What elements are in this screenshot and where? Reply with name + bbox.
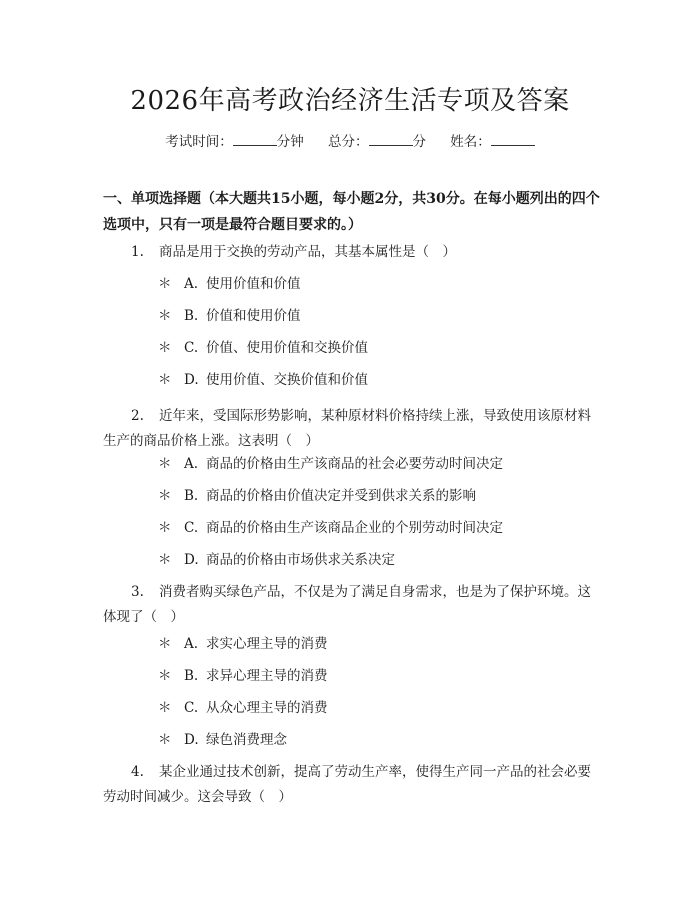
option-letter: A. bbox=[184, 456, 199, 472]
option-text: 商品的价格由生产该商品的社会必要劳动时间决定 bbox=[206, 456, 503, 472]
bullet-icon: ＊ bbox=[158, 276, 172, 292]
exam-meta bbox=[0, 130, 700, 150]
bullet-icon: ＊ bbox=[158, 308, 172, 324]
name-label: 姓名： bbox=[450, 134, 491, 150]
option-text: 使用价值、交换价值和价值 bbox=[206, 372, 368, 388]
score-field bbox=[328, 134, 430, 150]
question-4 bbox=[103, 760, 603, 810]
question-text: 消费者购买绿色产品，不仅是为了满足自身需求，也是为了保护环境。这体现了（ ） bbox=[103, 584, 591, 625]
option-text: 从众心理主导的消费 bbox=[206, 700, 328, 716]
question-number: 4. bbox=[131, 764, 144, 780]
question-1 bbox=[103, 240, 603, 265]
option-1b[interactable] bbox=[158, 306, 301, 326]
bullet-icon: ＊ bbox=[158, 456, 172, 472]
option-letter: B. bbox=[184, 308, 199, 324]
option-2b[interactable] bbox=[158, 486, 476, 506]
option-letter: B. bbox=[184, 488, 199, 504]
bullet-icon: ＊ bbox=[158, 372, 172, 388]
option-1d[interactable] bbox=[158, 370, 368, 390]
bullet-icon: ＊ bbox=[158, 520, 172, 536]
name-blank[interactable] bbox=[491, 133, 535, 146]
option-letter: A. bbox=[184, 276, 199, 292]
option-text: 使用价值和价值 bbox=[206, 276, 301, 292]
time-unit: 分钟 bbox=[276, 134, 304, 150]
option-letter: D. bbox=[184, 372, 199, 388]
option-3a[interactable] bbox=[158, 634, 328, 654]
question-number: 2. bbox=[131, 408, 144, 424]
bullet-icon: ＊ bbox=[158, 552, 172, 568]
option-3d[interactable] bbox=[158, 730, 287, 750]
section-heading: 一、单项选择题（本大题共15小题，每小题2分，共30分。在每小题列出的四个选项中，只有一项是最符合题目要求的。） bbox=[103, 191, 600, 233]
option-text: 绿色消费理念 bbox=[206, 732, 287, 748]
score-label: 总分： bbox=[328, 134, 369, 150]
option-text: 求实心理主导的消费 bbox=[206, 636, 328, 652]
question-number: 1. bbox=[131, 244, 144, 260]
option-text: 求异心理主导的消费 bbox=[206, 668, 328, 684]
question-2 bbox=[103, 404, 603, 454]
time-field bbox=[165, 134, 308, 150]
option-letter: D. bbox=[184, 732, 199, 748]
bullet-icon: ＊ bbox=[158, 340, 172, 356]
bullet-icon: ＊ bbox=[158, 700, 172, 716]
score-unit: 分 bbox=[412, 134, 426, 150]
option-1c[interactable] bbox=[158, 338, 368, 358]
bullet-icon: ＊ bbox=[158, 488, 172, 504]
option-letter: A. bbox=[184, 636, 199, 652]
time-blank[interactable] bbox=[233, 133, 277, 146]
option-3c[interactable] bbox=[158, 698, 328, 718]
option-letter: C. bbox=[184, 340, 199, 356]
option-1a[interactable] bbox=[158, 274, 301, 294]
option-2c[interactable] bbox=[158, 518, 503, 538]
time-label: 考试时间： bbox=[165, 134, 233, 150]
question-3 bbox=[103, 580, 603, 630]
option-text: 价值和使用价值 bbox=[206, 308, 301, 324]
option-text: 商品的价格由价值决定并受到供求关系的影响 bbox=[206, 488, 476, 504]
option-3b[interactable] bbox=[158, 666, 328, 686]
option-2a[interactable] bbox=[158, 454, 503, 474]
name-field bbox=[450, 134, 535, 150]
option-text: 商品的价格由生产该商品企业的个别劳动时间决定 bbox=[206, 520, 503, 536]
score-blank[interactable] bbox=[369, 133, 413, 146]
page-title: 2026年高考政治经济生活专项及答案 bbox=[130, 86, 570, 116]
question-text: 某企业通过技术创新，提高了劳动生产率，使得生产同一产品的社会必要劳动时间减少。这会导致（ ） bbox=[103, 764, 591, 805]
bullet-icon: ＊ bbox=[158, 668, 172, 684]
option-letter: C. bbox=[184, 520, 199, 536]
question-text: 商品是用于交换的劳动产品，其基本属性是（ ） bbox=[159, 244, 456, 260]
option-letter: C. bbox=[184, 700, 199, 716]
option-text: 商品的价格由市场供求关系决定 bbox=[206, 552, 395, 568]
bullet-icon: ＊ bbox=[158, 636, 172, 652]
option-text: 价值、使用价值和交换价值 bbox=[206, 340, 368, 356]
option-2d[interactable] bbox=[158, 550, 395, 570]
question-number: 3. bbox=[131, 584, 144, 600]
bullet-icon: ＊ bbox=[158, 732, 172, 748]
question-text: 近年来，受国际形势影响，某种原材料价格持续上涨，导致使用该原材料生产的商品价格上涨。这表明（ ） bbox=[103, 408, 591, 449]
option-letter: D. bbox=[184, 552, 199, 568]
option-letter: B. bbox=[184, 668, 199, 684]
